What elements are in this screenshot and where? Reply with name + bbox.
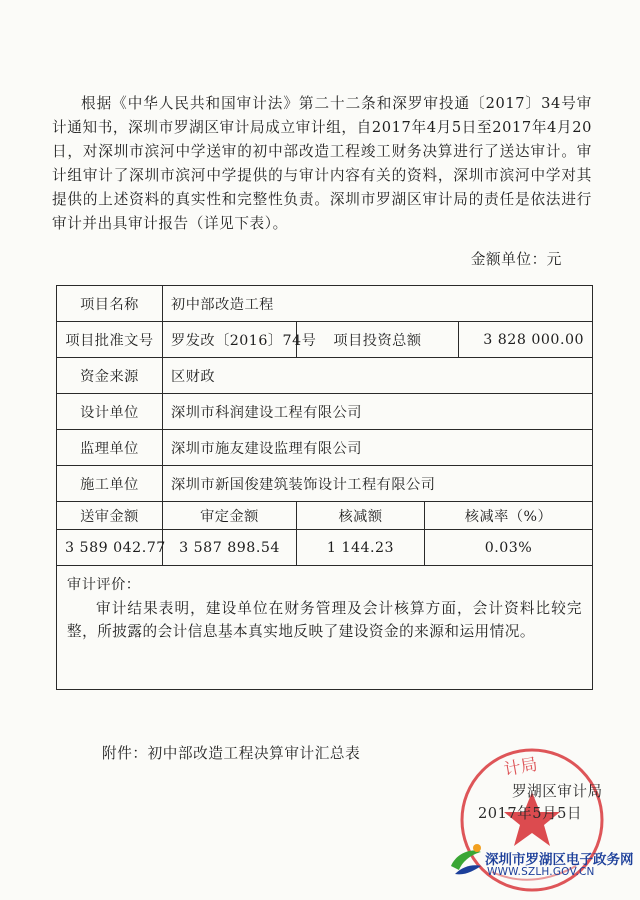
portal-name: 深圳市罗湖区电子政务网 bbox=[485, 852, 634, 868]
evaluation-title: 审计评价： bbox=[67, 577, 141, 593]
audit-evaluation-cell bbox=[57, 566, 593, 690]
intro-paragraph: 根据《中华人民共和国审计法》第二十二条和深罗审投通〔2017〕34号审计通知书，深圳市罗湖区审计局成立审计组，自2017年4月5日至2017年4月20日，对深圳市滨河中学送审的初中部改造工程竣工财务决算进行了送达审计。审计组审计了深圳市滨河中学提供的与审计内容有关的资料，深圳市滨河中学对其提供的上述资料的真实性和完整性负责。深圳市罗湖区审计局的责任是依法进行审计并出具审计报告（详见下表）。 bbox=[52, 95, 592, 232]
submitted-amount-value: 3 589 042.77 bbox=[57, 530, 163, 566]
audit-summary-table bbox=[56, 285, 593, 690]
investment-value: 3 828 000.00 bbox=[459, 322, 593, 358]
construction-unit-label: 施工单位 bbox=[57, 466, 163, 502]
reduction-rate-header: 核减率（%） bbox=[425, 502, 593, 530]
stamp-text: 计局 bbox=[502, 754, 540, 781]
amount-header-row bbox=[57, 502, 593, 530]
approved-amount-header: 审定金额 bbox=[163, 502, 297, 530]
row-project-name bbox=[57, 286, 593, 322]
approval-no-label: 项目批准文号 bbox=[57, 322, 163, 358]
row-construction-unit bbox=[57, 466, 593, 502]
intro-text bbox=[52, 92, 592, 236]
attachment-note: 附件：初中部改造工程决算审计汇总表 bbox=[102, 745, 361, 762]
construction-unit-value: 深圳市新国俊建筑装饰设计工程有限公司 bbox=[163, 466, 593, 502]
row-design-unit bbox=[57, 394, 593, 430]
reduction-amount-header: 核减额 bbox=[297, 502, 425, 530]
issue-date: 2017年5月5日 bbox=[478, 805, 582, 822]
project-name-value: 初中部改造工程 bbox=[163, 286, 593, 322]
submitted-amount-header: 送审金额 bbox=[57, 502, 163, 530]
reduction-amount-value: 1 144.23 bbox=[297, 530, 425, 566]
supervision-unit-value: 深圳市施友建设监理有限公司 bbox=[163, 430, 593, 466]
portal-watermark bbox=[447, 840, 637, 884]
amount-value-row bbox=[57, 530, 593, 566]
issuer-name: 罗湖区审计局 bbox=[512, 783, 603, 800]
design-unit-value: 深圳市科润建设工程有限公司 bbox=[163, 394, 593, 430]
amount-unit-note: 金额单位：元 bbox=[470, 251, 562, 268]
evaluation-row bbox=[57, 566, 593, 690]
approval-no-value: 罗发改〔2016〕74号 bbox=[163, 322, 297, 358]
fund-source-value: 区财政 bbox=[163, 358, 593, 394]
approved-amount-value: 3 587 898.54 bbox=[163, 530, 297, 566]
project-name-label: 项目名称 bbox=[57, 286, 163, 322]
row-supervision-unit bbox=[57, 430, 593, 466]
reduction-rate-value: 0.03% bbox=[425, 530, 593, 566]
row-fund-source bbox=[57, 358, 593, 394]
supervision-unit-label: 监理单位 bbox=[57, 430, 163, 466]
design-unit-label: 设计单位 bbox=[57, 394, 163, 430]
evaluation-text: 审计结果表明，建设单位在财务管理及会计核算方面，会计资料比较完整，所披露的会计信息基本真实地反映了建设资金的来源和运用情况。 bbox=[67, 600, 583, 640]
portal-logo-icon bbox=[447, 840, 485, 880]
investment-label: 项目投资总额 bbox=[297, 322, 459, 358]
fund-source-label: 资金来源 bbox=[57, 358, 163, 394]
row-approval bbox=[57, 322, 593, 358]
portal-url: WWW.SZLH.GOV.CN bbox=[487, 866, 595, 878]
